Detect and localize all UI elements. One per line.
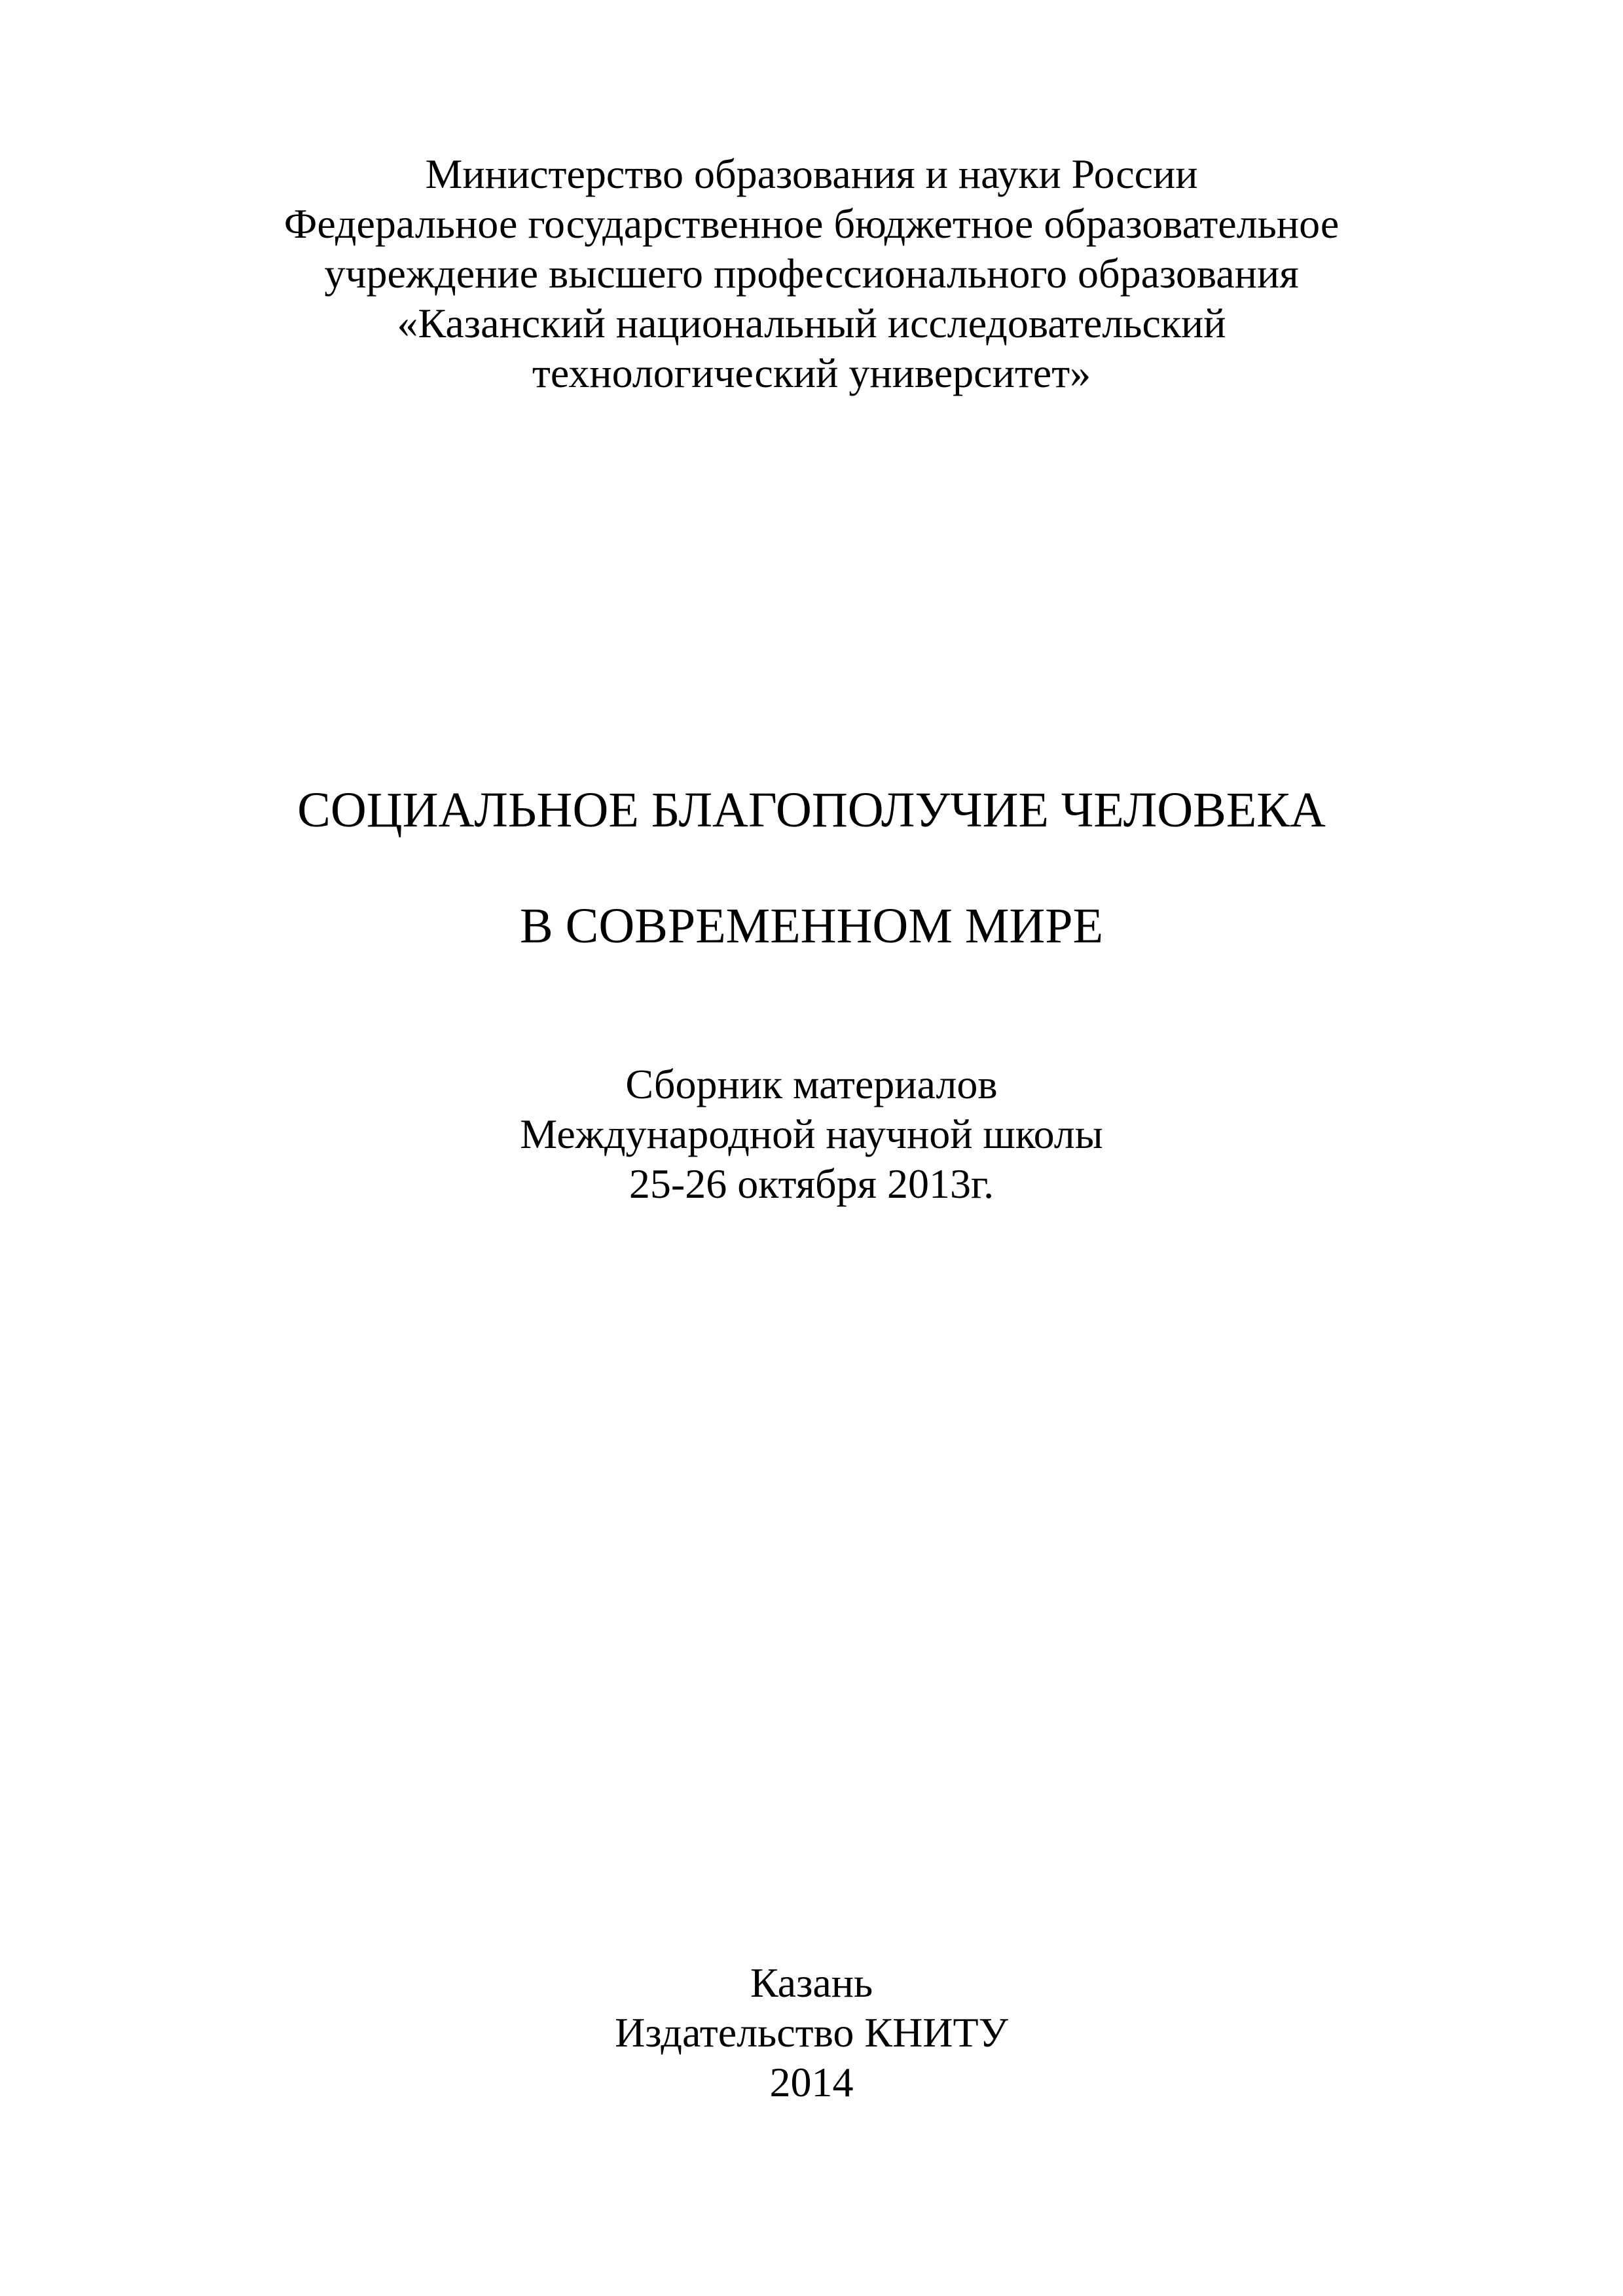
document-subtitle <box>0 1060 1623 1209</box>
publication-imprint <box>0 1958 1623 2107</box>
title-line-1: СОЦИАЛЬНОЕ БЛАГОПОЛУЧИЕ ЧЕЛОВЕКА <box>297 783 1326 838</box>
imprint-year: 2014 <box>769 2059 854 2105</box>
institution-line-4: технологический университет» <box>532 350 1091 396</box>
institution-line-2: учреждение высшего профессионального образования <box>324 250 1299 297</box>
event-date: 25-26 октября 2013г. <box>629 1160 994 1207</box>
ministry-line: Министерство образования и науки России <box>425 151 1198 197</box>
institution-line-1: Федеральное государственное бюджетное образовательное <box>283 200 1340 247</box>
title-line-2: В СОВРЕМЕННОМ МИРЕ <box>519 898 1104 954</box>
imprint-publisher: Издательство КНИТУ <box>615 2009 1008 2056</box>
subtitle-line-1: Сборник материалов <box>625 1061 998 1107</box>
imprint-city: Казань <box>750 1959 873 2006</box>
institution-line-3: «Казанский национальный исследовательский <box>397 300 1226 346</box>
institution-header <box>0 149 1623 398</box>
document-title <box>0 781 1623 955</box>
subtitle-line-2: Международной научной школы <box>520 1111 1103 1157</box>
